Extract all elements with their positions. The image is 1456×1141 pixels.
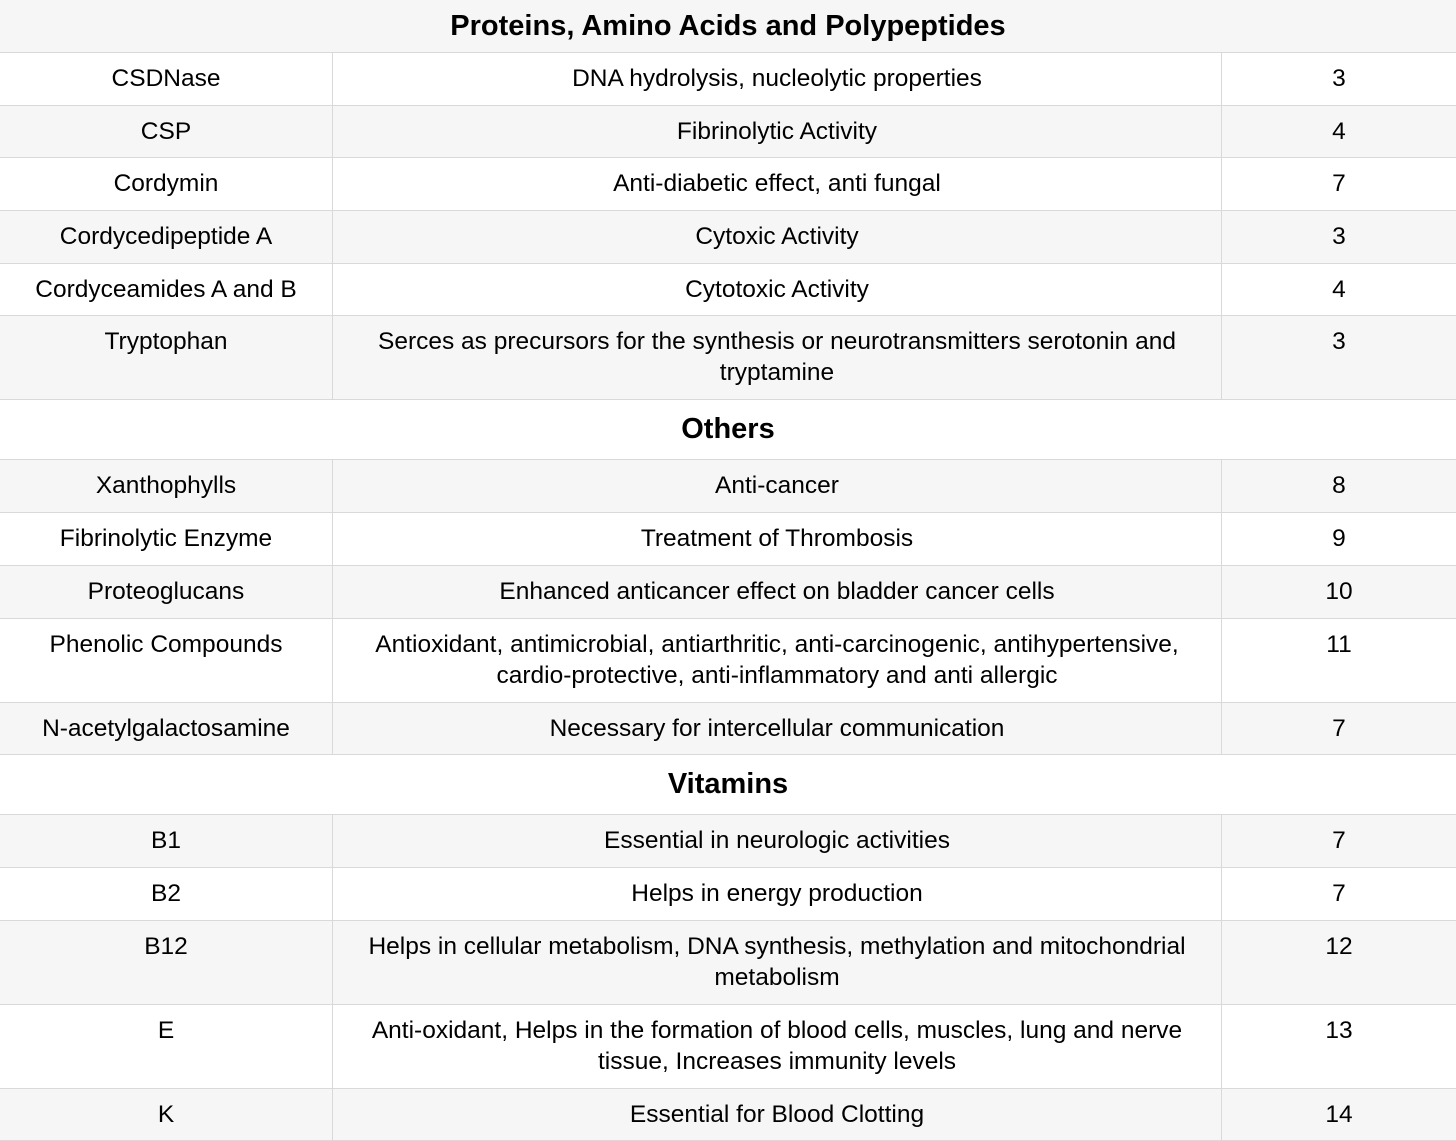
- table-row: [0, 460, 1456, 513]
- compound-cell: B1: [0, 815, 333, 867]
- compound-cell: E: [0, 1005, 333, 1088]
- activity-cell: Anti-oxidant, Helps in the formation of blood cells, muscles, lung and nerve tissue, Increases immunity levels: [333, 1005, 1222, 1088]
- table-row: [0, 1005, 1456, 1089]
- reference-cell: 14: [1325, 1100, 1353, 1128]
- table-row: [0, 211, 1456, 264]
- activity-cell: Anti-diabetic effect, anti fungal: [333, 158, 1222, 210]
- table-row: [0, 1089, 1456, 1141]
- activity-cell: Helps in energy production: [333, 868, 1222, 920]
- activity-cell: Treatment of Thrombosis: [333, 513, 1222, 565]
- activity-cell: Essential for Blood Clotting: [333, 1089, 1222, 1141]
- compound-cell: Cordymin: [0, 158, 333, 210]
- reference-cell: 3: [1332, 328, 1346, 356]
- reference-cell: 7: [1332, 170, 1346, 198]
- table-row: [0, 513, 1456, 566]
- table-row: [0, 158, 1456, 211]
- reference-cell: 4: [1332, 117, 1346, 145]
- table-row: [0, 921, 1456, 1005]
- table-row: [0, 566, 1456, 619]
- table-row: [0, 815, 1456, 868]
- reference-cell: 11: [1326, 630, 1352, 658]
- activity-cell: Essential in neurologic activities: [333, 815, 1222, 867]
- reference-cell: 10: [1325, 577, 1353, 605]
- activity-cell: Helps in cellular metabolism, DNA synthesis, methylation and mitochondrial metabolism: [333, 921, 1222, 1004]
- section-header: Others: [0, 400, 1456, 460]
- compound-cell: Fibrinolytic Enzyme: [0, 513, 333, 565]
- table-row: [0, 53, 1456, 106]
- compound-cell: Xanthophylls: [0, 460, 333, 512]
- compound-cell: Phenolic Compounds: [0, 619, 333, 702]
- compound-cell: B12: [0, 921, 333, 1004]
- compound-cell: CSP: [0, 106, 333, 158]
- reference-cell: 4: [1332, 275, 1346, 303]
- reference-cell: 13: [1325, 1016, 1353, 1044]
- table-row: [0, 619, 1456, 703]
- section-header: Vitamins: [0, 755, 1456, 815]
- activity-cell: Fibrinolytic Activity: [333, 106, 1222, 158]
- reference-cell: 9: [1332, 525, 1346, 553]
- activity-cell: Anti-cancer: [333, 460, 1222, 512]
- compound-cell: Cordyceamides A and B: [0, 264, 333, 316]
- reference-cell: 12: [1325, 932, 1353, 960]
- activity-cell: Enhanced anticancer effect on bladder cancer cells: [333, 566, 1222, 618]
- compound-cell: CSDNase: [0, 53, 333, 105]
- section-header: Proteins, Amino Acids and Polypeptides: [0, 0, 1456, 53]
- compound-cell: N-acetylgalactosamine: [0, 703, 333, 755]
- reference-cell: 7: [1332, 714, 1346, 742]
- activity-cell: DNA hydrolysis, nucleolytic properties: [333, 53, 1222, 105]
- activity-cell: Cytoxic Activity: [333, 211, 1222, 263]
- reference-cell: 7: [1332, 879, 1346, 907]
- activity-cell: Necessary for intercellular communication: [333, 703, 1222, 755]
- table-row: [0, 264, 1456, 317]
- table-row: [0, 868, 1456, 921]
- compound-cell: Proteoglucans: [0, 566, 333, 618]
- activity-cell: Cytotoxic Activity: [333, 264, 1222, 316]
- table-row: [0, 703, 1456, 756]
- compound-cell: K: [0, 1089, 333, 1141]
- compound-cell: Tryptophan: [0, 316, 333, 399]
- compound-cell: Cordycedipeptide A: [0, 211, 333, 263]
- activity-cell: Serces as precursors for the synthesis or neurotransmitters serotonin and tryptamine: [333, 316, 1222, 399]
- table-row: [0, 316, 1456, 400]
- reference-cell: 3: [1332, 65, 1346, 92]
- activity-cell: Antioxidant, antimicrobial, antiarthritic, anti-carcinogenic, antihypertensive, cardio-protective, anti-inflammatory and anti allergic: [333, 619, 1222, 702]
- reference-cell: 7: [1332, 827, 1346, 855]
- reference-cell: 3: [1332, 223, 1346, 251]
- reference-cell: 8: [1332, 472, 1346, 500]
- compound-cell: B2: [0, 868, 333, 920]
- table-row: [0, 106, 1456, 159]
